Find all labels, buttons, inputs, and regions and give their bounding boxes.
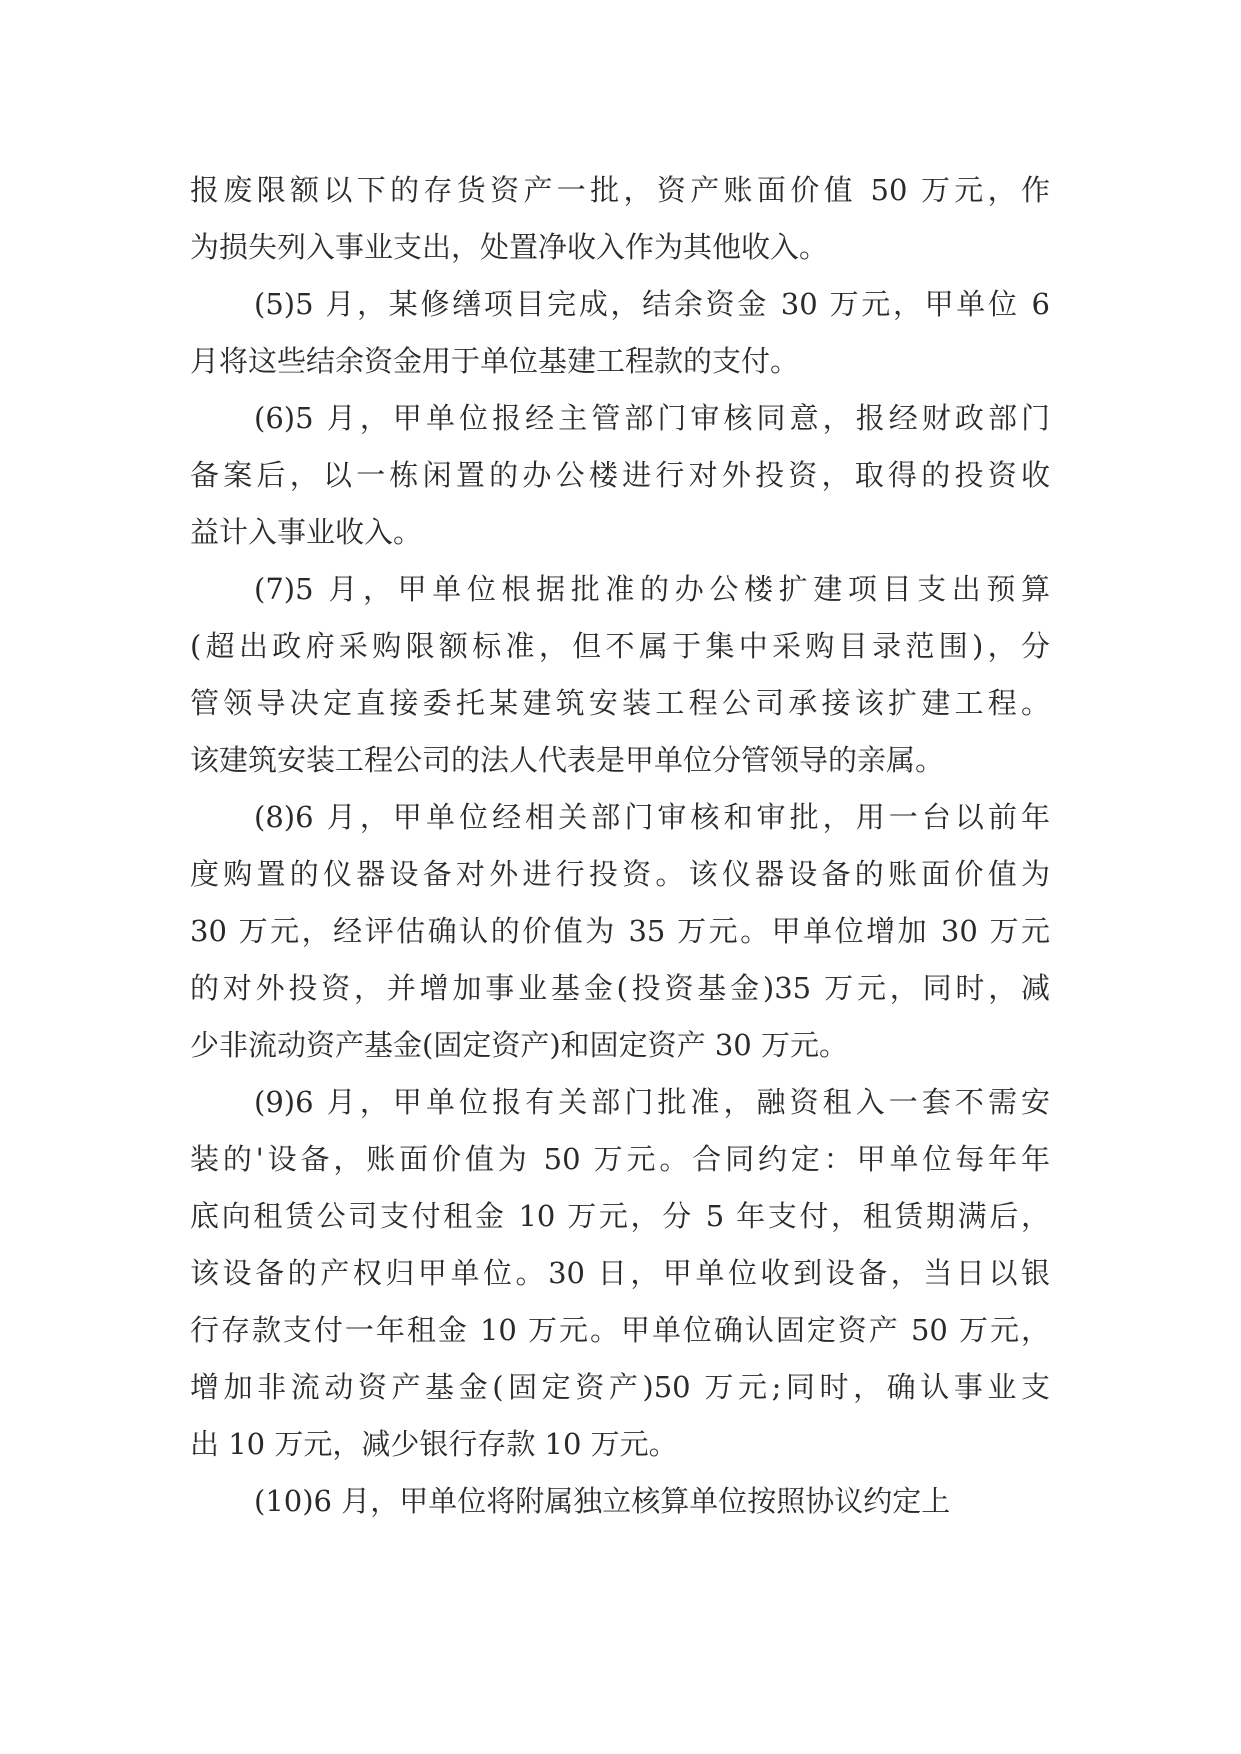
- text-line: 30 万元，经评估确认的价值为 35 万元。甲单位增加 30 万元: [190, 914, 1050, 948]
- text-line: 益计入事业收入。: [190, 515, 423, 549]
- text-line: (10)6 月，甲单位将附属独立核算单位按照协议约定上: [254, 1484, 951, 1518]
- text-line: 该设备的产权归甲单位。30 日，甲单位收到设备，当日以银: [190, 1256, 1050, 1290]
- text-line: (超出政府采购限额标准，但不属于集中采购目录范围)，分: [190, 629, 1050, 663]
- text-line: (9)6 月，甲单位报有关部门批准，融资租入一套不需安: [254, 1085, 1050, 1119]
- text-line: (6)5 月，甲单位报经主管部门审核同意，报经财政部门: [254, 401, 1050, 435]
- text-line: 底向租赁公司支付租金 10 万元，分 5 年支付，租赁期满后，: [190, 1199, 1050, 1233]
- text-line: 少非流动资产基金(固定资产)和固定资产 30 万元。: [190, 1028, 848, 1062]
- text-line: 出 10 万元，减少银行存款 10 万元。: [190, 1427, 678, 1461]
- text-line: (8)6 月，甲单位经相关部门审核和审批，用一台以前年: [254, 800, 1050, 834]
- text-line: 备案后，以一栋闲置的办公楼进行对外投资，取得的投资收: [190, 458, 1050, 492]
- text-line: 为损失列入事业支出，处置净收入作为其他收入。: [190, 230, 829, 264]
- text-line: 月将这些结余资金用于单位基建工程款的支付。: [190, 344, 800, 378]
- text-line: 增加非流动资产基金(固定资产)50 万元;同时，确认事业支: [190, 1370, 1050, 1404]
- text-line: 装的'设备，账面价值为 50 万元。合同约定：甲单位每年年: [190, 1142, 1050, 1176]
- text-line: 报废限额以下的存货资产一批，资产账面价值 50 万元，作: [190, 173, 1050, 207]
- text-line: (7)5 月，甲单位根据批准的办公楼扩建项目支出预算: [254, 572, 1050, 606]
- text-line: 的对外投资，并增加事业基金(投资基金)35 万元，同时，减: [190, 971, 1050, 1005]
- text-line: 该建筑安装工程公司的法人代表是甲单位分管领导的亲属。: [190, 743, 945, 777]
- text-line: (5)5 月，某修缮项目完成，结余资金 30 万元，甲单位 6: [254, 287, 1050, 321]
- text-line: 度购置的仪器设备对外进行投资。该仪器设备的账面价值为: [190, 857, 1050, 891]
- document-body: [190, 162, 1050, 1530]
- text-line: 管领导决定直接委托某建筑安装工程公司承接该扩建工程。: [190, 686, 1050, 720]
- text-line: 行存款支付一年租金 10 万元。甲单位确认固定资产 50 万元，: [190, 1313, 1050, 1347]
